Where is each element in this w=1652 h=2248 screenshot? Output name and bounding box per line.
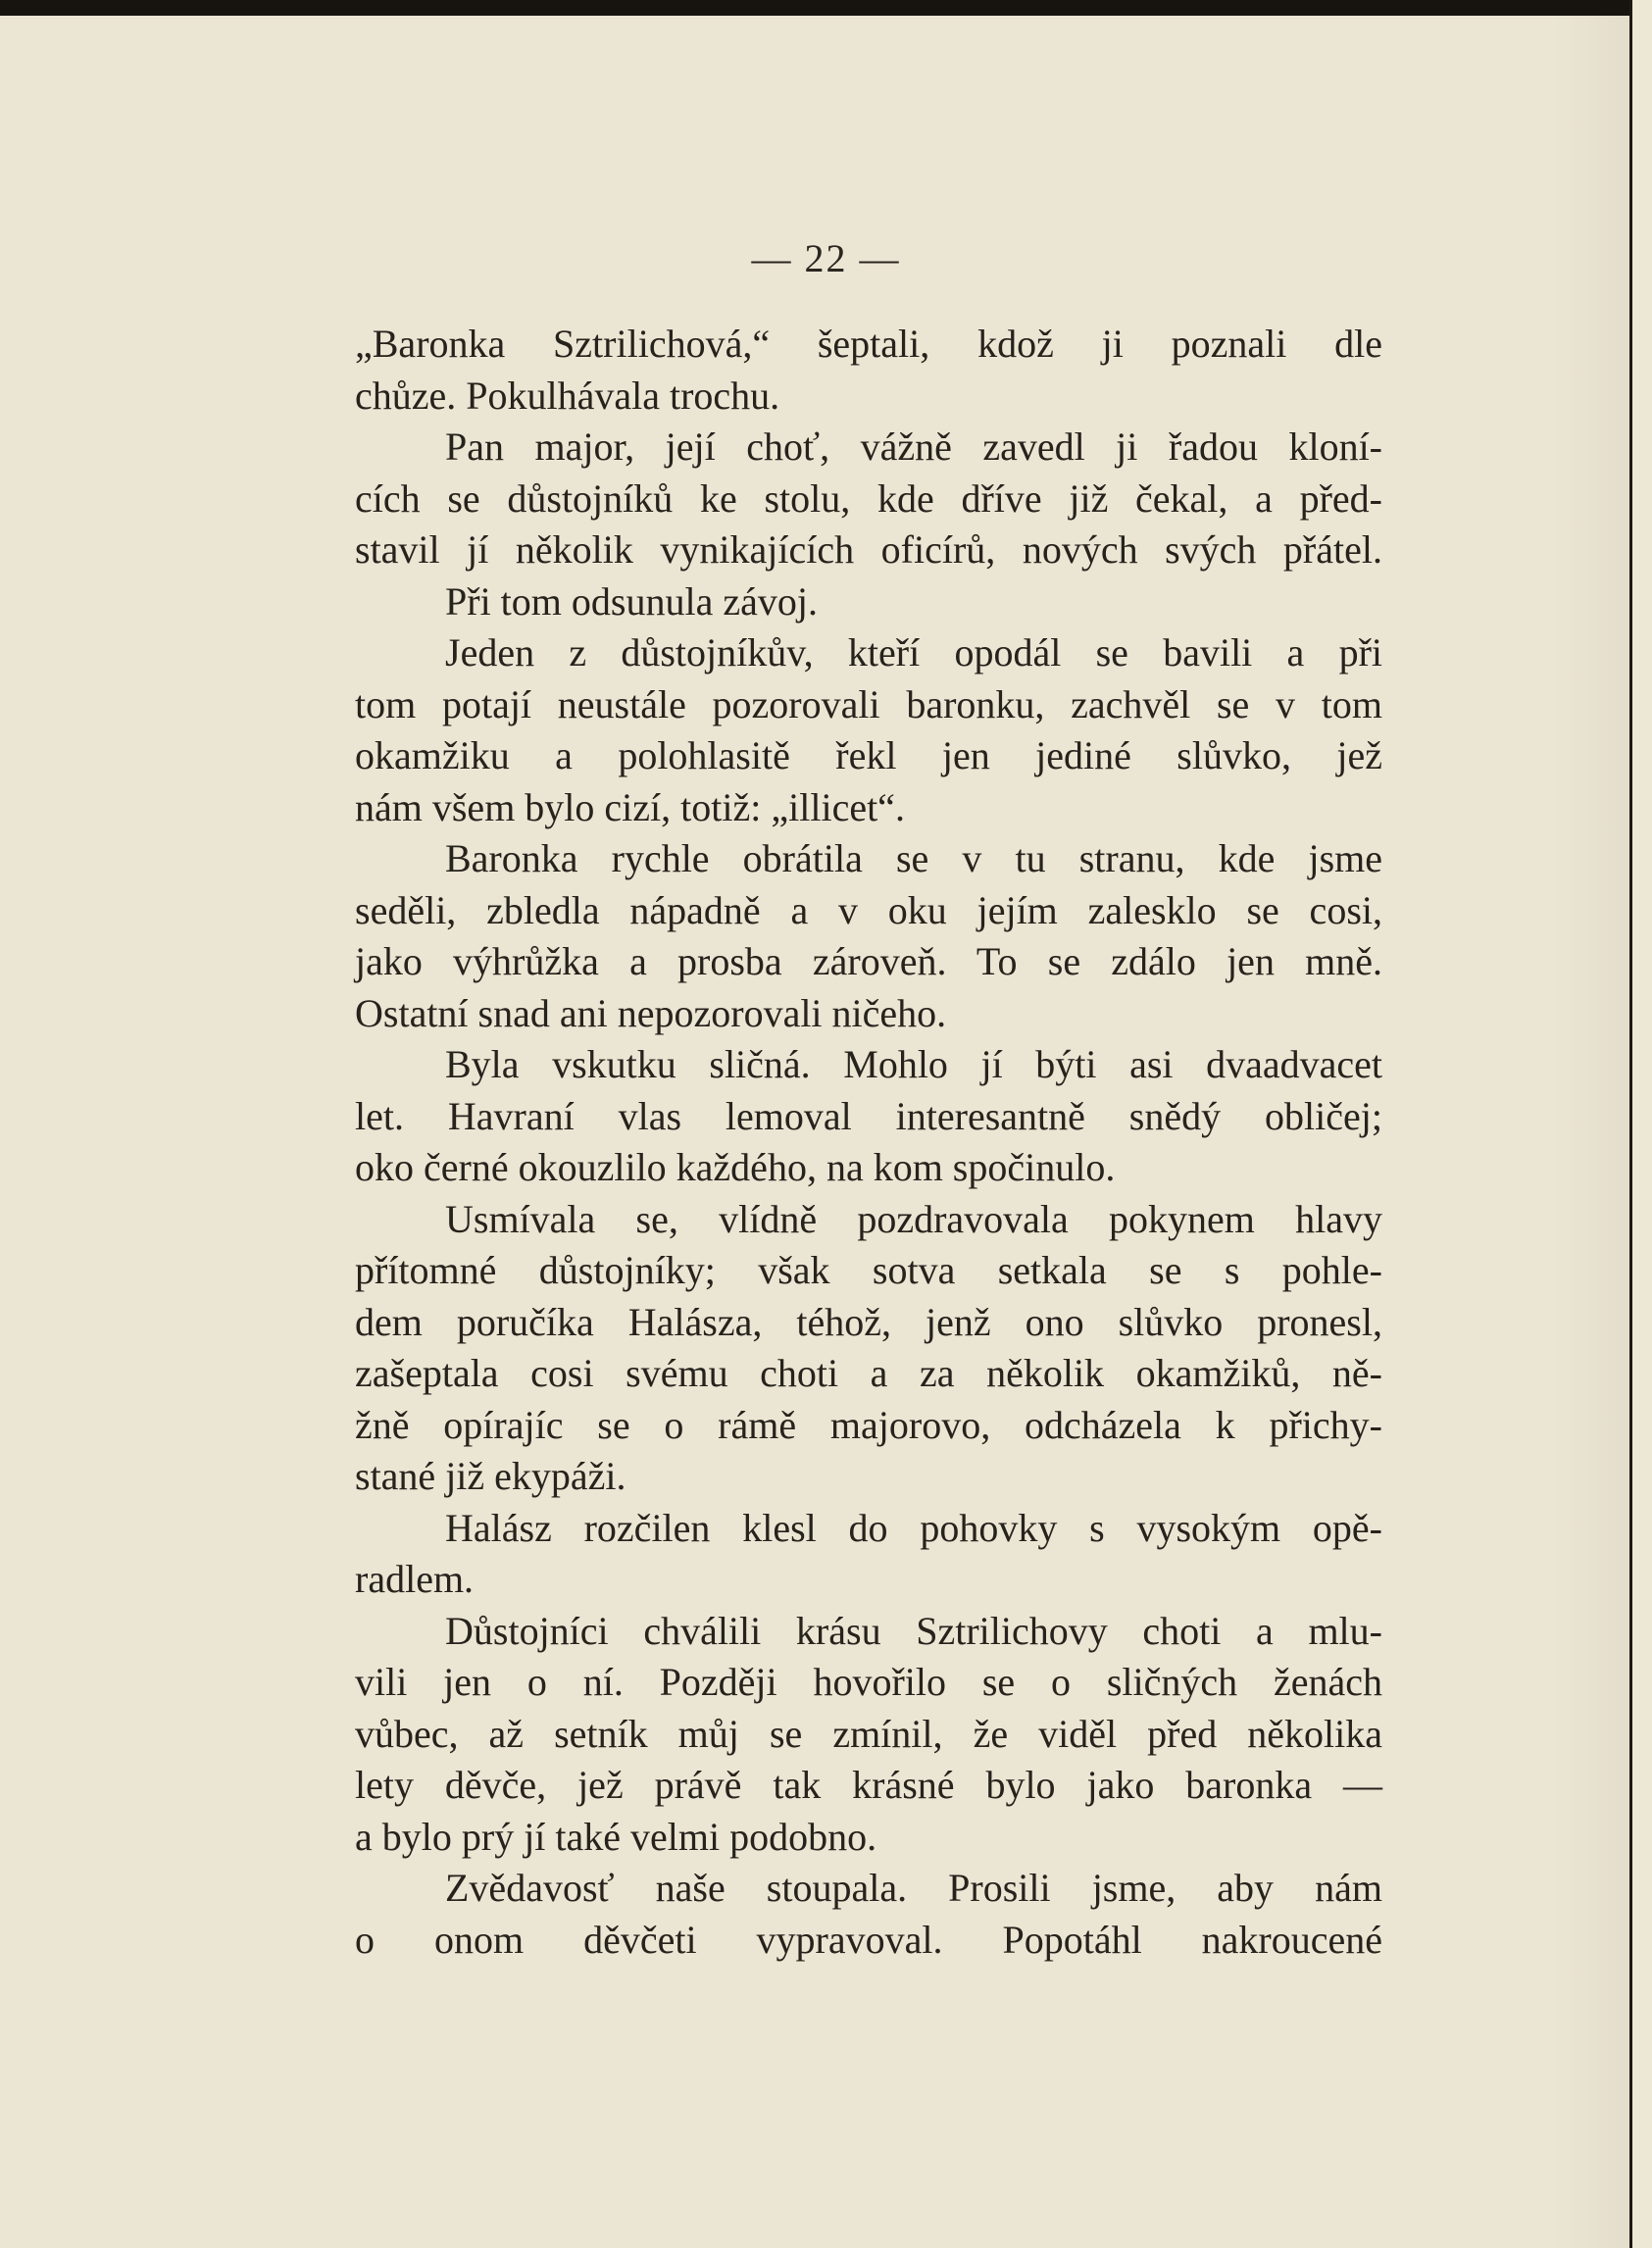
- text-line: zašeptala cosi svému choti a za několik okamžiků, ně-: [355, 1351, 1382, 1395]
- text-line: Byla vskutku sličná. Mohlo jí býti asi dvaadvacet: [445, 1042, 1382, 1086]
- text-line: Ostatní snad ani nepozorovali ničeho.: [355, 990, 947, 1035]
- text-line: cích se důstojníků ke stolu, kde dříve již čekal, a před-: [355, 475, 1382, 521]
- text-line: a bylo prý jí také velmi podobno.: [355, 1814, 877, 1859]
- text-line: tom potají neustále pozorovali baronku, zachvěl se v tom: [355, 681, 1382, 726]
- text-line: stavil jí několik vynikajících oficírů, nových svých přátel.: [355, 527, 1382, 572]
- text-line: Halász rozčilen klesl do pohovky s vysokým opě-: [445, 1505, 1382, 1550]
- text-line: Při tom odsunula závoj.: [445, 578, 818, 624]
- text-line: vůbec, až setník můj se zmínil, že viděl před několika: [355, 1711, 1382, 1756]
- text-line: seděli, zbledla nápadně a v oku jejím zalesklo se cosi,: [355, 887, 1382, 932]
- page-binding-edge: [1629, 0, 1652, 2248]
- text-line: radlem.: [355, 1557, 475, 1601]
- text-line: Usmívala se, vlídně pozdravovala pokynem hlavy: [445, 1196, 1382, 1241]
- text-line: chůze. Pokulhávala trochu.: [355, 373, 780, 418]
- text-line: Zvědavosť naše stoupala. Prosili jsme, aby nám: [445, 1866, 1382, 1910]
- text-line: Jeden z důstojníkův, kteří opodál se bavili a při: [445, 630, 1382, 674]
- text-line: stané již ekypáži.: [355, 1454, 626, 1498]
- text-line: Důstojníci chválili krásu Sztrilichovy choti a mlu-: [445, 1608, 1382, 1653]
- text-line: „Baronka Sztrilichová,“ šeptali, kdož ji poznali dle: [355, 322, 1382, 366]
- text-line: o onom děvčeti vypravoval. Popotáhl nakroucené: [355, 1917, 1382, 1962]
- text-line: dem poručíka Halásza, téhož, jenž ono slůvko pronesl,: [355, 1299, 1382, 1344]
- text-line: okamžiku a polohlasitě řekl jen jediné slůvko, jež: [355, 733, 1382, 777]
- text-line: oko černé okouzlilo každého, na kom spočinulo.: [355, 1145, 1116, 1189]
- text-line: jako výhrůžka a prosba zároveň. To se zdálo jen mně.: [355, 939, 1382, 983]
- text-line: nám všem bylo cizí, totiž: „illicet“.: [355, 784, 905, 829]
- text-line: lety děvče, jež právě tak krásné bylo jako baronka —: [355, 1763, 1382, 1807]
- scan-top-edge: [0, 0, 1652, 16]
- text-line: Baronka rychle obrátila se v tu stranu, kde jsme: [445, 836, 1382, 880]
- page-number: — 22 —: [751, 236, 901, 280]
- text-line: Pan major, její choť, vážně zavedl ji řadou kloní-: [445, 425, 1382, 469]
- text-line: žně opírajíc se o rámě majorovo, odcházela k přichy-: [355, 1402, 1382, 1447]
- body-text: [355, 319, 1382, 1966]
- text-line: přítomné důstojníky; však sotva setkala se s pohle-: [355, 1248, 1382, 1292]
- text-line: let. Havraní vlas lemoval interesantně snědý obličej;: [355, 1093, 1382, 1138]
- text-line: vili jen o ní. Později hovořilo se o sličných ženách: [355, 1660, 1382, 1704]
